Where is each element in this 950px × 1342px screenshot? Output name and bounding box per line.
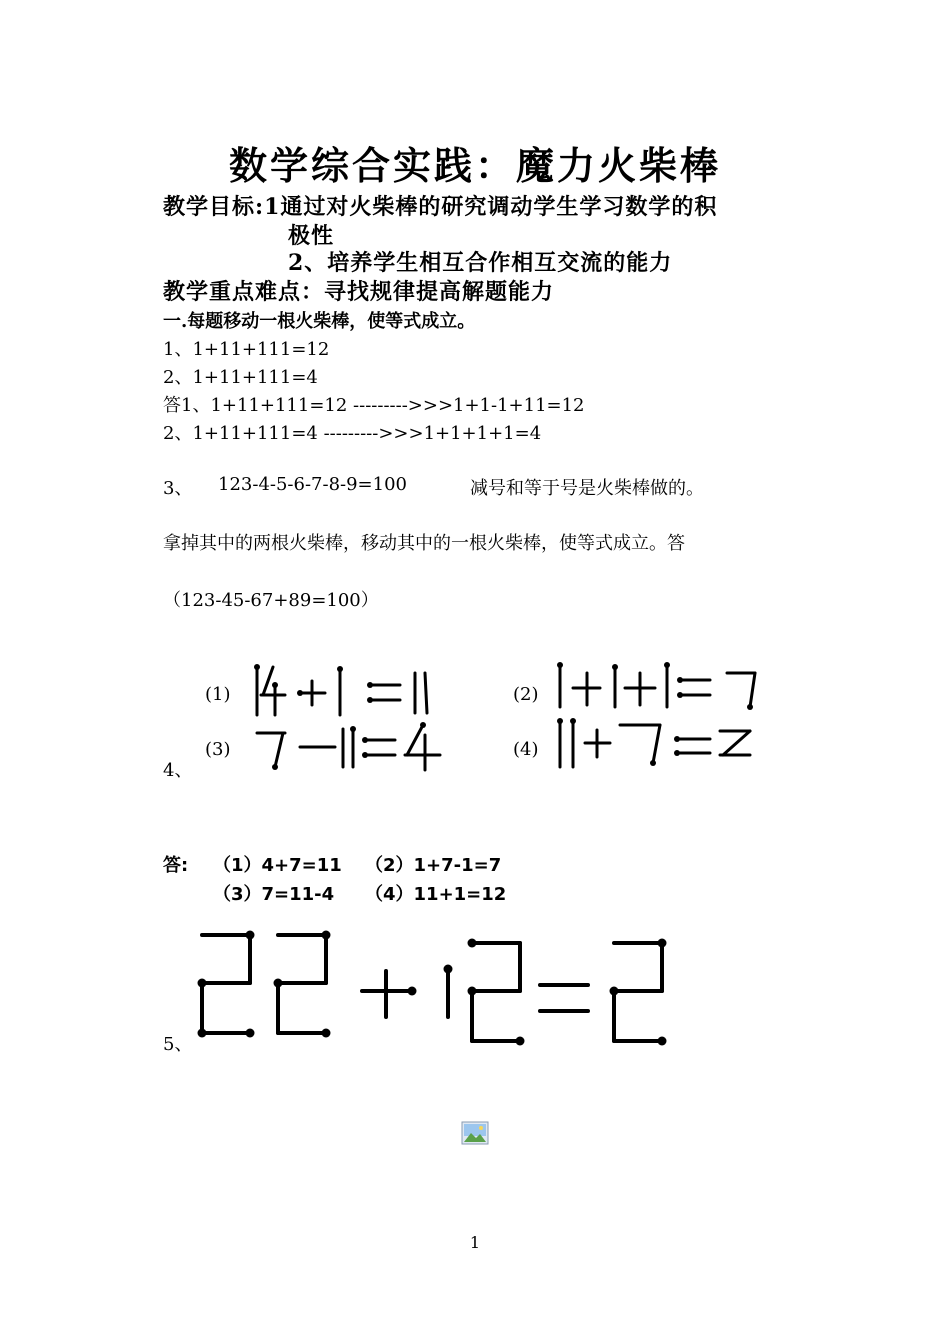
question-3-number: 3、	[163, 478, 193, 499]
digit-2-result	[610, 939, 667, 1046]
puzzle-label-4: (4)	[513, 739, 539, 760]
question-3-answer: （123-45-67+89=100）	[163, 590, 379, 611]
puzzle-label-3: (3)	[205, 739, 231, 760]
digit-1	[444, 965, 453, 1018]
question-3-note: 减号和等于号是火柴棒做的。	[470, 478, 704, 499]
question-4-answer-label: 答:	[163, 855, 189, 876]
question-4-answer-2: （2）1+7-1=7	[365, 855, 502, 876]
puzzle-2-matchsticks	[557, 662, 755, 710]
question-4-answer-4: （4）11+1=12	[365, 884, 507, 905]
puzzle-label-2: (2)	[513, 684, 539, 705]
teaching-goal-line1-cont: 极性	[288, 223, 335, 249]
image-placeholder-icon	[461, 1121, 489, 1145]
section1-heading: 一.每题移动一根火柴棒，使等式成立。	[163, 311, 476, 332]
question-5-number: 5、	[163, 1034, 193, 1055]
matchstick-puzzles-q4	[195, 655, 785, 775]
plus-sign	[362, 971, 417, 1017]
question-3-instruction: 拿掉其中的两根火柴棒，移动其中的一根火柴棒，使等式成立。答	[163, 533, 685, 554]
digit-2-first	[198, 931, 255, 1038]
puzzle-1-matchsticks	[254, 664, 427, 715]
page-number: 1	[469, 1233, 481, 1252]
digit-2-third	[468, 939, 525, 1046]
puzzle-label-1: (1)	[205, 684, 231, 705]
digit-2-second	[274, 931, 331, 1038]
question-4-number: 4、	[163, 760, 193, 781]
puzzle-4-matchsticks	[557, 718, 750, 767]
teaching-focus: 教学重点难点：寻找规律提高解题能力	[163, 279, 555, 305]
page-title: 数学综合实践：魔力火柴棒	[228, 143, 721, 188]
teaching-goal-line2: 2、培养学生相互合作相互交流的能力	[288, 250, 673, 276]
teaching-goal-line1: 教学目标:1通过对火柴棒的研究调动学生学习数学的积	[163, 194, 718, 220]
question-4-answer-3: （3）7=11-4	[213, 884, 335, 905]
answer-2: 2、1+11+111=4 --------->>>1+1+1+1=4	[163, 423, 542, 444]
answer-1: 答1、1+11+111=12 --------->>>1+1-1+11=12	[163, 395, 585, 416]
question-4-answer-1: （1）4+7=11	[213, 855, 342, 876]
question-1: 1、1+11+111=12	[163, 339, 330, 360]
question-3-expression: 123-4-5-6-7-8-9=100	[218, 474, 407, 495]
question-2: 2、1+11+111=4	[163, 367, 318, 388]
equals-sign	[540, 985, 588, 1011]
matchstick-puzzle-q5	[190, 925, 680, 1055]
puzzle-3-matchsticks	[257, 722, 440, 770]
